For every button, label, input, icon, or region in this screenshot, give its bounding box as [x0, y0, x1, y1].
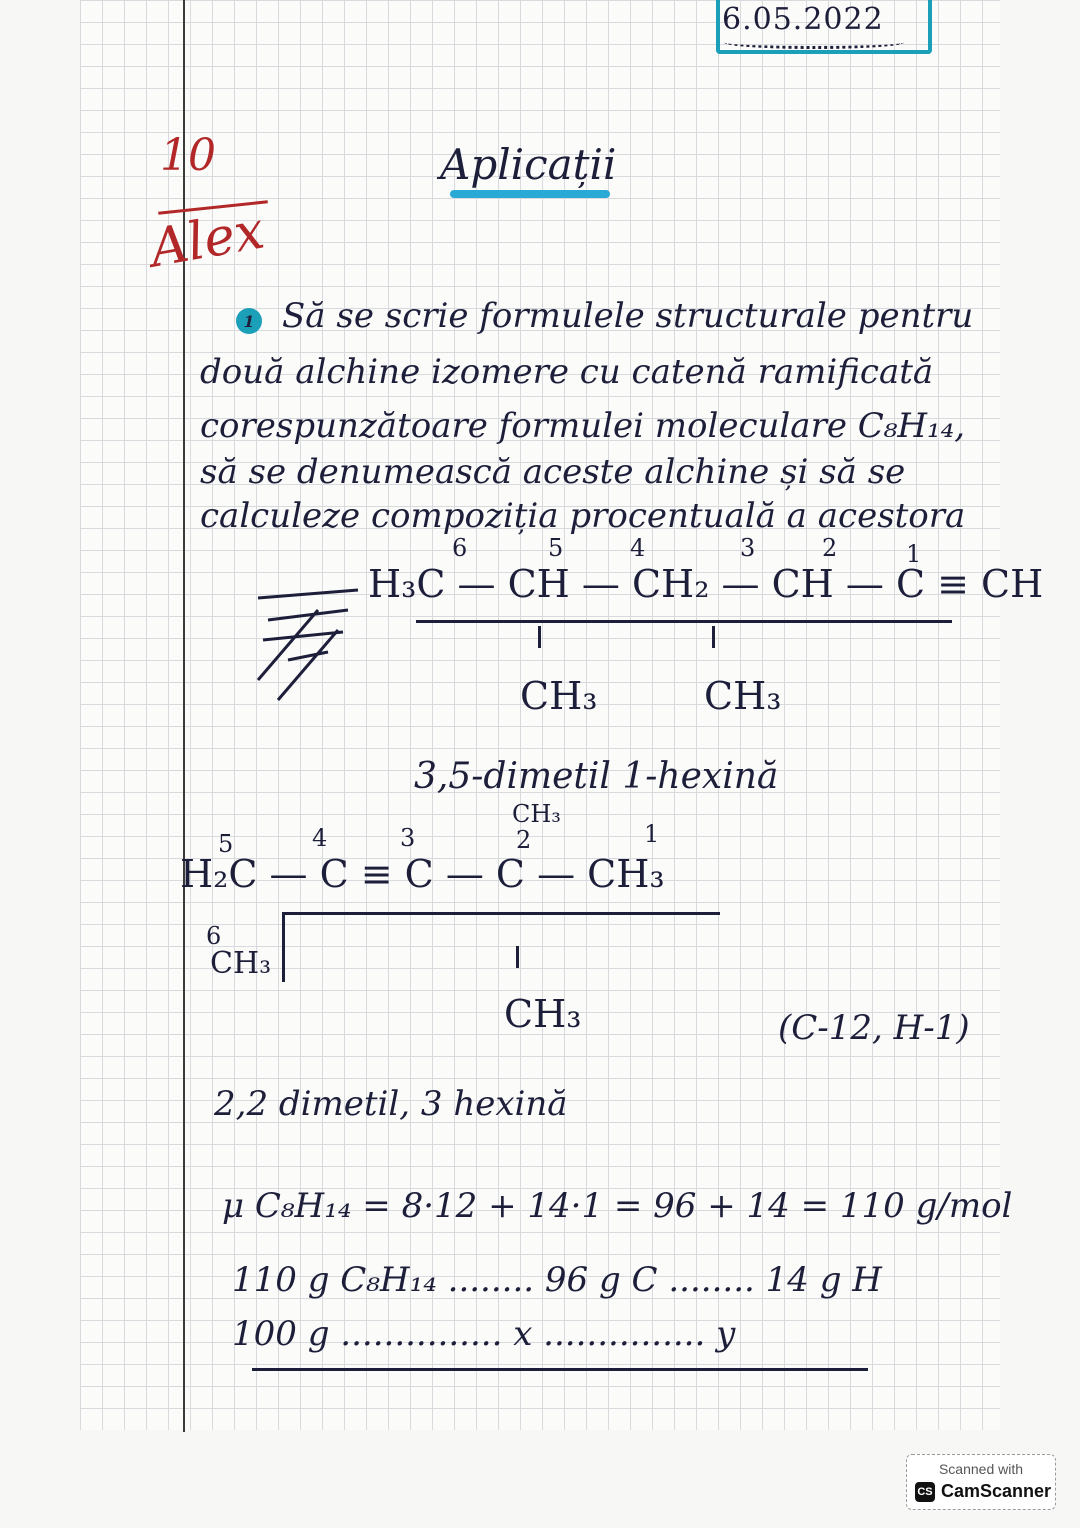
- s2-locant-5: 5: [218, 830, 234, 858]
- bond-c2: [516, 946, 519, 968]
- structure2-top-methyl: CH₃: [512, 800, 561, 828]
- title-highlight: [450, 190, 610, 198]
- crossed-out-scribble: [248, 580, 368, 710]
- structure1-main-chain: H₃C — CH — CH₂ — CH — C ≡ CH: [368, 562, 1044, 606]
- s2-locant-1: 1: [644, 820, 660, 848]
- locant-5: 5: [548, 534, 564, 562]
- problem-line-1: Să se scrie formulele structurale pentru: [282, 296, 974, 336]
- bond-c3: [712, 626, 715, 648]
- structure1-methyl-b: CH₃: [704, 674, 782, 718]
- structure1-underline: [416, 620, 952, 623]
- structure2-name: 2,2 dimetil, 3 hexină: [214, 1084, 568, 1124]
- proportion-line-2: 100 g ............... x ............... y: [232, 1314, 736, 1354]
- structure2-left-bracket: [282, 912, 285, 982]
- structure2-main-chain: H₂C — C ≡ C — C — CH₃: [180, 852, 665, 896]
- structure1-name: 3,5-dimetil 1-hexină: [414, 756, 779, 797]
- problem-line-2: două alchine izomere cu catenă ramificată: [200, 352, 934, 392]
- molar-mass-line: μ C₈H₁₄ = 8·12 + 14·1 = 96 + 14 = 110 g/mol: [222, 1186, 1013, 1226]
- date: 6.05.2022: [722, 2, 884, 37]
- locant-3: 3: [740, 534, 756, 562]
- camscanner-logo-icon: CS: [915, 1482, 935, 1502]
- locant-2: 2: [822, 534, 838, 562]
- locant-1: 1: [906, 540, 922, 568]
- bond-c5: [538, 626, 541, 648]
- structure2-underline: [282, 912, 720, 915]
- page-title: Aplicații: [440, 140, 617, 189]
- problem-line-4: să se denumească aceste alchine și să se: [200, 452, 906, 492]
- locant-4: 4: [630, 534, 646, 562]
- structure1-methyl-a: CH₃: [520, 674, 598, 718]
- proportion-line-1: 110 g C₈H₁₄ ........ 96 g C ........ 14 g H: [232, 1260, 882, 1300]
- problem-line-3: corespunzătoare formulei moleculare C₈H₁₄,: [200, 406, 966, 446]
- problem-number-badge: 1: [236, 308, 262, 334]
- teacher-signature: Alex: [145, 200, 269, 280]
- structure2-side-methyl: CH₃: [210, 946, 272, 981]
- atomic-masses-note: (C-12, H-1): [778, 1008, 970, 1048]
- date-underline: [724, 36, 904, 49]
- s2-locant-3: 3: [400, 824, 416, 852]
- grade: 10: [160, 130, 216, 181]
- final-underline: [252, 1368, 868, 1371]
- locant-6: 6: [452, 534, 468, 562]
- problem-line-5: calculeze compoziția procentuală a acestora: [200, 496, 966, 536]
- s2-locant-6: 6: [206, 922, 222, 950]
- structure2-methyl-bottom: CH₃: [504, 992, 582, 1036]
- camscanner-watermark: [906, 1454, 1056, 1510]
- s2-locant-4: 4: [312, 824, 328, 852]
- watermark-top-text: Scanned with: [938, 1461, 1024, 1477]
- watermark-brand: CamScanner: [941, 1481, 1052, 1501]
- s2-locant-2: 2: [516, 826, 532, 854]
